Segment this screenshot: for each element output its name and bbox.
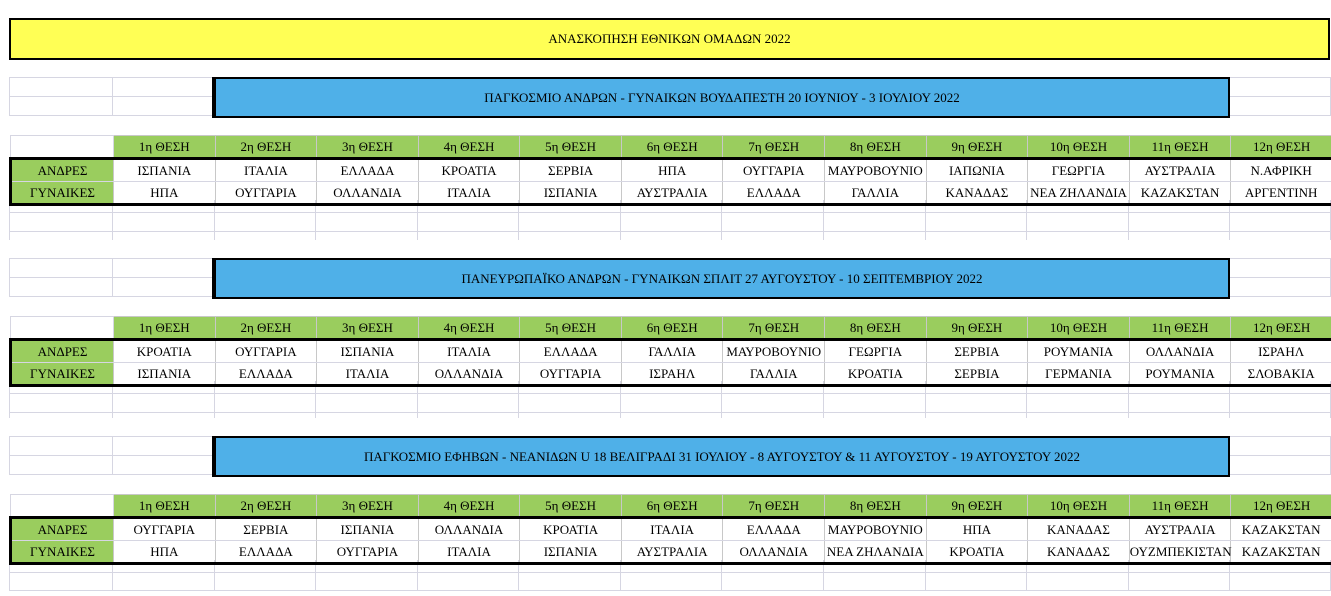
position-label: 6η ΘΕΣΗ <box>621 495 723 518</box>
position-label: 1η ΘΕΣΗ <box>114 136 216 159</box>
team-cell: ΡΟΥΜΑΝΙΑ <box>1028 340 1130 363</box>
position-label: 7η ΘΕΣΗ <box>723 317 825 340</box>
men-row-label: ΑΝΔΡΕΣ <box>11 340 114 363</box>
position-label: 11η ΘΕΣΗ <box>1129 136 1231 159</box>
position-label: 1η ΘΕΣΗ <box>114 495 216 518</box>
team-cell: ΟΛΛΑΝΔΙΑ <box>418 363 520 386</box>
gridline <box>9 231 1331 232</box>
team-cell: ΓΕΩΡΓΙΑ <box>1028 159 1130 182</box>
men-row <box>11 159 1331 182</box>
team-cell: ΡΟΥΜΑΝΙΑ <box>1129 363 1231 386</box>
standings-table-world-championship <box>9 135 1331 206</box>
position-label: 11η ΘΕΣΗ <box>1129 495 1231 518</box>
position-label: 7η ΘΕΣΗ <box>723 136 825 159</box>
team-cell: ΟΥΓΓΑΡΙΑ <box>317 541 419 564</box>
team-cell: ΕΛΛΑΔΑ <box>215 363 317 386</box>
team-cell: ΗΠΑ <box>114 182 216 205</box>
gridline <box>9 436 10 474</box>
team-cell: ΣΛΟΒΑΚΙΑ <box>1231 363 1331 386</box>
header-corner <box>11 317 114 340</box>
team-cell: ΟΥΖΜΠΕΚΙΣΤΑΝ <box>1129 541 1231 564</box>
position-label: 5η ΘΕΣΗ <box>520 136 622 159</box>
team-cell: ΟΛΛΑΝΔΙΑ <box>723 541 825 564</box>
gridline <box>9 200 10 240</box>
gridline <box>721 200 722 240</box>
women-row <box>11 541 1331 564</box>
team-cell: ΕΛΛΑΔΑ <box>520 340 622 363</box>
women-row <box>11 363 1331 386</box>
women-row-label: ΓΥΝΑΙΚΕΣ <box>11 541 114 564</box>
position-header-row <box>11 136 1331 159</box>
team-cell: ΟΥΓΓΑΡΙΑ <box>215 340 317 363</box>
position-label: 12η ΘΕΣΗ <box>1231 317 1331 340</box>
gridline <box>1026 200 1027 240</box>
header-corner <box>11 136 114 159</box>
team-cell: ΙΣΡΑΗΛ <box>621 363 723 386</box>
team-cell: ΓΑΛΛΙΑ <box>723 363 825 386</box>
team-cell: ΝΕΑ ΖΗΛΑΝΔΙΑ <box>1028 182 1130 205</box>
team-cell: ΑΥΣΤΡΑΛΙΑ <box>1129 518 1231 541</box>
team-cell: ΝΕΑ ΖΗΛΑΝΔΙΑ <box>825 541 927 564</box>
team-cell: ΓΕΡΜΑΝΙΑ <box>1028 363 1130 386</box>
team-cell: ΣΕΡΒΙΑ <box>520 159 622 182</box>
standings-table-youth-world-championship <box>9 494 1331 565</box>
gridline <box>620 200 621 240</box>
position-label: 3η ΘΕΣΗ <box>317 317 419 340</box>
gridline <box>112 436 113 474</box>
position-label: 4η ΘΕΣΗ <box>418 495 520 518</box>
team-cell: ΚΑΝΑΔΑΣ <box>1028 518 1130 541</box>
position-label: 9η ΘΕΣΗ <box>926 495 1028 518</box>
team-cell: ΑΥΣΤΡΑΛΙΑ <box>621 182 723 205</box>
position-label: 2η ΘΕΣΗ <box>215 495 317 518</box>
team-cell: ΟΛΛΑΝΔΙΑ <box>1129 340 1231 363</box>
team-cell: ΚΑΝΑΔΑΣ <box>926 182 1028 205</box>
team-cell: ΜΑΥΡΟΒΟΥΝΙΟ <box>825 518 927 541</box>
event-title-world-championship: ΠΑΓΚΟΣΜΙΟ ΑΝΔΡΩΝ - ΓΥΝΑΙΚΩΝ ΒΟΥΔΑΠΕΣΤΗ 20 ΙΟΥΝΙΟΥ - 3 ΙΟΥΛΙΟΥ 2022 <box>212 77 1230 118</box>
men-row <box>11 518 1331 541</box>
men-row-label: ΑΝΔΡΕΣ <box>11 518 114 541</box>
team-cell: ΙΤΑΛΙΑ <box>621 518 723 541</box>
team-cell: ΟΥΓΓΑΡΙΑ <box>114 518 216 541</box>
team-cell: ΟΛΛΑΝΔΙΑ <box>317 182 419 205</box>
team-cell: ΚΡΟΑΤΙΑ <box>418 159 520 182</box>
gridline <box>9 77 10 115</box>
position-label: 6η ΘΕΣΗ <box>621 136 723 159</box>
gridline <box>9 572 1331 573</box>
page-title: ΑΝΑΣΚΟΠΗΣΗ ΕΘΝΙΚΩΝ ΟΜΑΔΩΝ 2022 <box>9 18 1330 60</box>
gridline <box>112 200 113 240</box>
position-label: 8η ΘΕΣΗ <box>825 495 927 518</box>
position-label: 7η ΘΕΣΗ <box>723 495 825 518</box>
team-cell: ΙΣΠΑΝΙΑ <box>520 541 622 564</box>
team-cell: ΑΡΓΕΝΤΙΝΗ <box>1231 182 1331 205</box>
team-cell: ΕΛΛΑΔΑ <box>723 182 825 205</box>
women-row <box>11 182 1331 205</box>
team-cell: ΣΕΡΒΙΑ <box>926 340 1028 363</box>
gridline <box>9 412 1331 413</box>
gridline <box>214 200 215 240</box>
gridline <box>417 200 418 240</box>
gridline <box>9 212 1331 213</box>
team-cell: ΑΥΣΤΡΑΛΙΑ <box>1129 159 1231 182</box>
team-cell: ΓΑΛΛΙΑ <box>621 340 723 363</box>
header-corner <box>11 495 114 518</box>
team-cell: ΙΤΑΛΙΑ <box>418 182 520 205</box>
gridline <box>112 77 113 115</box>
position-header-row <box>11 495 1331 518</box>
team-cell: ΕΛΛΑΔΑ <box>215 541 317 564</box>
position-label: 9η ΘΕΣΗ <box>926 136 1028 159</box>
team-cell: ΓΑΛΛΙΑ <box>825 182 927 205</box>
team-cell: ΚΑΖΑΚΣΤΑΝ <box>1129 182 1231 205</box>
team-cell: ΣΕΡΒΙΑ <box>215 518 317 541</box>
position-label: 9η ΘΕΣΗ <box>926 317 1028 340</box>
team-cell: Ν.ΑΦΡΙΚΗ <box>1231 159 1331 182</box>
men-row <box>11 340 1331 363</box>
standings-table-european-championship <box>9 316 1331 387</box>
position-label: 5η ΘΕΣΗ <box>520 317 622 340</box>
gridline <box>925 200 926 240</box>
team-cell: ΚΑΖΑΚΣΤΑΝ <box>1231 541 1331 564</box>
team-cell: ΕΛΛΑΔΑ <box>723 518 825 541</box>
team-cell: ΚΡΟΑΤΙΑ <box>114 340 216 363</box>
team-cell: ΚΑΝΑΔΑΣ <box>1028 541 1130 564</box>
women-row-label: ΓΥΝΑΙΚΕΣ <box>11 182 114 205</box>
position-label: 2η ΘΕΣΗ <box>215 136 317 159</box>
team-cell: ΙΤΑΛΙΑ <box>215 159 317 182</box>
position-label: 12η ΘΕΣΗ <box>1231 136 1331 159</box>
team-cell: ΙΣΠΑΝΙΑ <box>114 363 216 386</box>
team-cell: ΚΡΟΑΤΙΑ <box>825 363 927 386</box>
position-label: 2η ΘΕΣΗ <box>215 317 317 340</box>
women-row-label: ΓΥΝΑΙΚΕΣ <box>11 363 114 386</box>
team-cell: ΙΣΠΑΝΙΑ <box>317 518 419 541</box>
team-cell: ΜΑΥΡΟΒΟΥΝΙΟ <box>723 340 825 363</box>
event-title-european-championship: ΠΑΝΕΥΡΩΠΑΪΚΟ ΑΝΔΡΩΝ - ΓΥΝΑΙΚΩΝ ΣΠΛΙΤ 27 ΑΥΓΟΥΣΤΟΥ - 10 ΣΕΠΤΕΜΒΡΙΟΥ 2022 <box>212 258 1230 299</box>
position-label: 8η ΘΕΣΗ <box>825 136 927 159</box>
team-cell: ΗΠΑ <box>621 159 723 182</box>
position-label: 11η ΘΕΣΗ <box>1129 317 1231 340</box>
position-label: 1η ΘΕΣΗ <box>114 317 216 340</box>
gridline <box>9 258 10 296</box>
position-header-row <box>11 317 1331 340</box>
team-cell: ΕΛΛΑΔΑ <box>317 159 419 182</box>
team-cell: ΙΑΠΩΝΙΑ <box>926 159 1028 182</box>
team-cell: ΗΠΑ <box>114 541 216 564</box>
position-label: 4η ΘΕΣΗ <box>418 136 520 159</box>
position-label: 3η ΘΕΣΗ <box>317 136 419 159</box>
team-cell: ΙΤΑΛΙΑ <box>317 363 419 386</box>
position-label: 4η ΘΕΣΗ <box>418 317 520 340</box>
gridline <box>315 200 316 240</box>
event-title-youth-world-championship: ΠΑΓΚΟΣΜΙΟ ΕΦΗΒΩΝ - ΝΕΑΝΙΔΩΝ U 18 ΒΕΛΙΓΡΑΔΙ 31 ΙΟΥΛΙΟΥ - 8 ΑΥΓΟΥΣΤΟΥ & 11 ΑΥΓΟΥΣΤΟΥ - 19 ΑΥΓΟΥΣΤΟΥ 2022 <box>212 436 1230 477</box>
team-cell: ΙΣΠΑΝΙΑ <box>114 159 216 182</box>
team-cell: ΣΕΡΒΙΑ <box>926 363 1028 386</box>
gridline <box>112 258 113 296</box>
team-cell: ΟΛΛΑΝΔΙΑ <box>418 518 520 541</box>
position-label: 10η ΘΕΣΗ <box>1028 136 1130 159</box>
position-label: 10η ΘΕΣΗ <box>1028 317 1130 340</box>
team-cell: ΟΥΓΓΑΡΙΑ <box>520 363 622 386</box>
men-row-label: ΑΝΔΡΕΣ <box>11 159 114 182</box>
team-cell: ΚΑΖΑΚΣΤΑΝ <box>1231 518 1331 541</box>
team-cell: ΙΣΡΑΗΛ <box>1231 340 1331 363</box>
team-cell: ΚΡΟΑΤΙΑ <box>926 541 1028 564</box>
team-cell: ΙΣΠΑΝΙΑ <box>317 340 419 363</box>
position-label: 6η ΘΕΣΗ <box>621 317 723 340</box>
gridline <box>823 200 824 240</box>
team-cell: ΙΤΑΛΙΑ <box>418 541 520 564</box>
team-cell: ΟΥΓΓΑΡΙΑ <box>723 159 825 182</box>
gridline <box>9 393 1331 394</box>
team-cell: ΑΥΣΤΡΑΛΙΑ <box>621 541 723 564</box>
gridline <box>9 590 1331 591</box>
team-cell: ΜΑΥΡΟΒΟΥΝΙΟ <box>825 159 927 182</box>
position-label: 10η ΘΕΣΗ <box>1028 495 1130 518</box>
position-label: 8η ΘΕΣΗ <box>825 317 927 340</box>
team-cell: ΗΠΑ <box>926 518 1028 541</box>
position-label: 5η ΘΕΣΗ <box>520 495 622 518</box>
position-label: 3η ΘΕΣΗ <box>317 495 419 518</box>
team-cell: ΙΤΑΛΙΑ <box>418 340 520 363</box>
position-label: 12η ΘΕΣΗ <box>1231 495 1331 518</box>
gridline <box>1128 200 1129 240</box>
gridline <box>1229 200 1230 240</box>
gridline <box>518 200 519 240</box>
team-cell: ΟΥΓΓΑΡΙΑ <box>215 182 317 205</box>
team-cell: ΓΕΩΡΓΙΑ <box>825 340 927 363</box>
team-cell: ΙΣΠΑΝΙΑ <box>520 182 622 205</box>
team-cell: ΚΡΟΑΤΙΑ <box>520 518 622 541</box>
